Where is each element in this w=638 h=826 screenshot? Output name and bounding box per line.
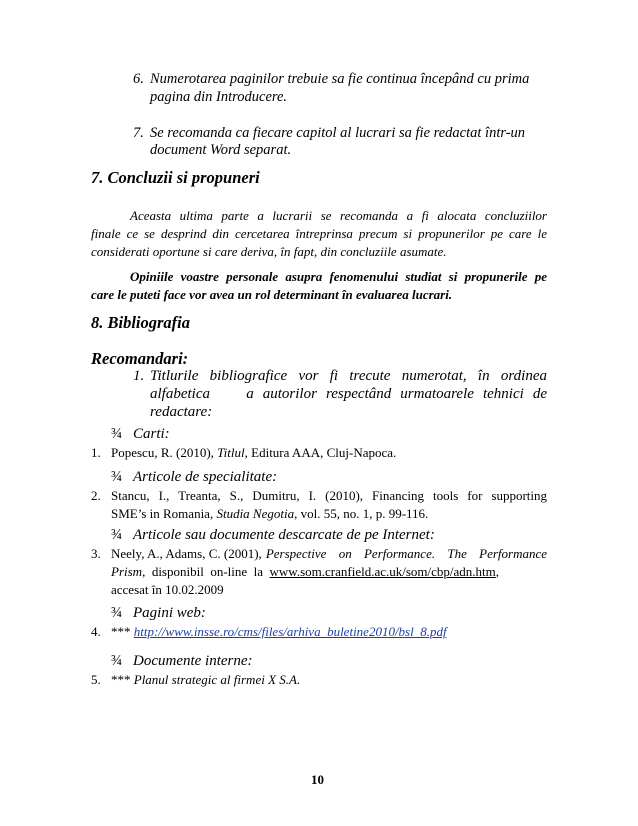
bib-number: 5. <box>91 672 101 687</box>
list-item-number: 7. <box>133 125 144 141</box>
paragraph-line: considerati oportune si care deriva, în fapt, din concluziile asumate. <box>91 244 447 259</box>
bullet-symbol: ¾ <box>111 605 123 621</box>
list-item-text: redactare: <box>150 404 213 420</box>
bib-entry-text: , Editura AAA, Cluj-Napoca. <box>244 445 397 460</box>
list-item-text: document Word separat. <box>150 142 292 158</box>
bib-entry-text: *** <box>111 624 134 639</box>
section-heading: 8. Bibliografia <box>91 313 191 332</box>
bib-entry-text: Popescu, R. (2010), <box>111 445 218 460</box>
recommendations-label: Recomandari: <box>91 349 189 368</box>
bib-entry-title: Prism <box>111 564 143 579</box>
bib-entry-text: , <box>495 564 500 579</box>
list-item-text: Titlurile bibliografice vor fi trecute numerotat, în ordinea <box>150 368 547 384</box>
list-item-text: Numerotarea paginilor trebuie sa fie continua începând cu prima <box>150 71 530 87</box>
paragraph-line: Opiniile voastre personale asupra fenomenului studiat si propunerile pe <box>130 269 547 284</box>
bib-entry-link[interactable]: www.som.cranfield.ac.uk/som/cbp/adn.htm <box>269 564 496 579</box>
bib-entry-text: Neely, A., Adams, C. (2001), <box>111 546 262 561</box>
bullet-symbol: ¾ <box>111 426 123 442</box>
bib-entry-text: Stancu, I., Treanta, S., Dumitru, I. (2010), Financing tools for supporting <box>111 488 547 503</box>
paragraph-line: care le puteti face vor avea un rol determinant în evaluarea lucrari. <box>91 287 453 302</box>
list-item-text: Se recomanda ca fiecare capitol al lucrari sa fie redactat într-un <box>150 125 526 141</box>
bib-entry-text: SME’s in Romania, <box>111 506 217 521</box>
bib-entry <box>111 564 499 580</box>
bib-entry-title: Titlul <box>217 445 245 460</box>
bib-entry-title: Studia Negotia <box>216 506 295 521</box>
bib-group-label: Articole de specialitate: <box>133 469 278 485</box>
bib-entry <box>111 624 447 640</box>
bib-entry-text: *** <box>111 672 134 687</box>
bib-group-label: Articole sau documente descarcate de pe Internet: <box>133 527 435 543</box>
bib-entry-text: accesat în 10.02.2009 <box>111 582 224 597</box>
bib-entry-title: Planul strategic al firmei X S.A. <box>133 672 301 687</box>
bib-entry <box>111 672 300 688</box>
bib-number: 2. <box>91 488 101 503</box>
section-heading: 7. Concluzii si propuneri <box>91 168 260 187</box>
bib-entry-text: , disponibil on-line la <box>142 564 270 579</box>
bib-number: 1. <box>91 445 101 460</box>
bib-entry-link[interactable]: http://www.insse.ro/cms/files/arhiva_buletine2010/bsl_8.pdf <box>133 624 447 639</box>
bib-entry <box>111 506 428 522</box>
list-item-text: alfabetica a autorilor respectând urmatoarele tehnici de <box>150 386 547 402</box>
list-item-number: 1. <box>133 368 145 384</box>
bib-number: 4. <box>91 624 101 639</box>
page-number: 10 <box>311 772 324 787</box>
bullet-symbol: ¾ <box>111 469 123 485</box>
bib-entry <box>111 546 547 562</box>
paragraph-line: finale ce se desprind din cercetarea întreprinsa precum si propunerilor pe care le <box>91 226 547 241</box>
bib-group-label: Pagini web: <box>133 605 206 621</box>
bullet-symbol: ¾ <box>111 653 123 669</box>
bullet-symbol: ¾ <box>111 527 123 543</box>
list-item-text: pagina din Introducere. <box>150 89 288 105</box>
paragraph-line: Aceasta ultima parte a lucrarii se recomanda a fi alocata concluziilor <box>130 208 547 223</box>
bib-entry <box>111 445 396 461</box>
list-item <box>133 71 144 88</box>
bib-group-label: Documente interne: <box>133 653 253 669</box>
bib-entry-title: Perspective on Performance. The Performance <box>265 546 547 561</box>
bib-entry-text: , vol. 55, no. 1, p. 99-116. <box>294 506 429 521</box>
list-item-number: 6. <box>133 71 144 87</box>
bib-number: 3. <box>91 546 101 561</box>
bib-group-label: Carti: <box>133 426 170 442</box>
